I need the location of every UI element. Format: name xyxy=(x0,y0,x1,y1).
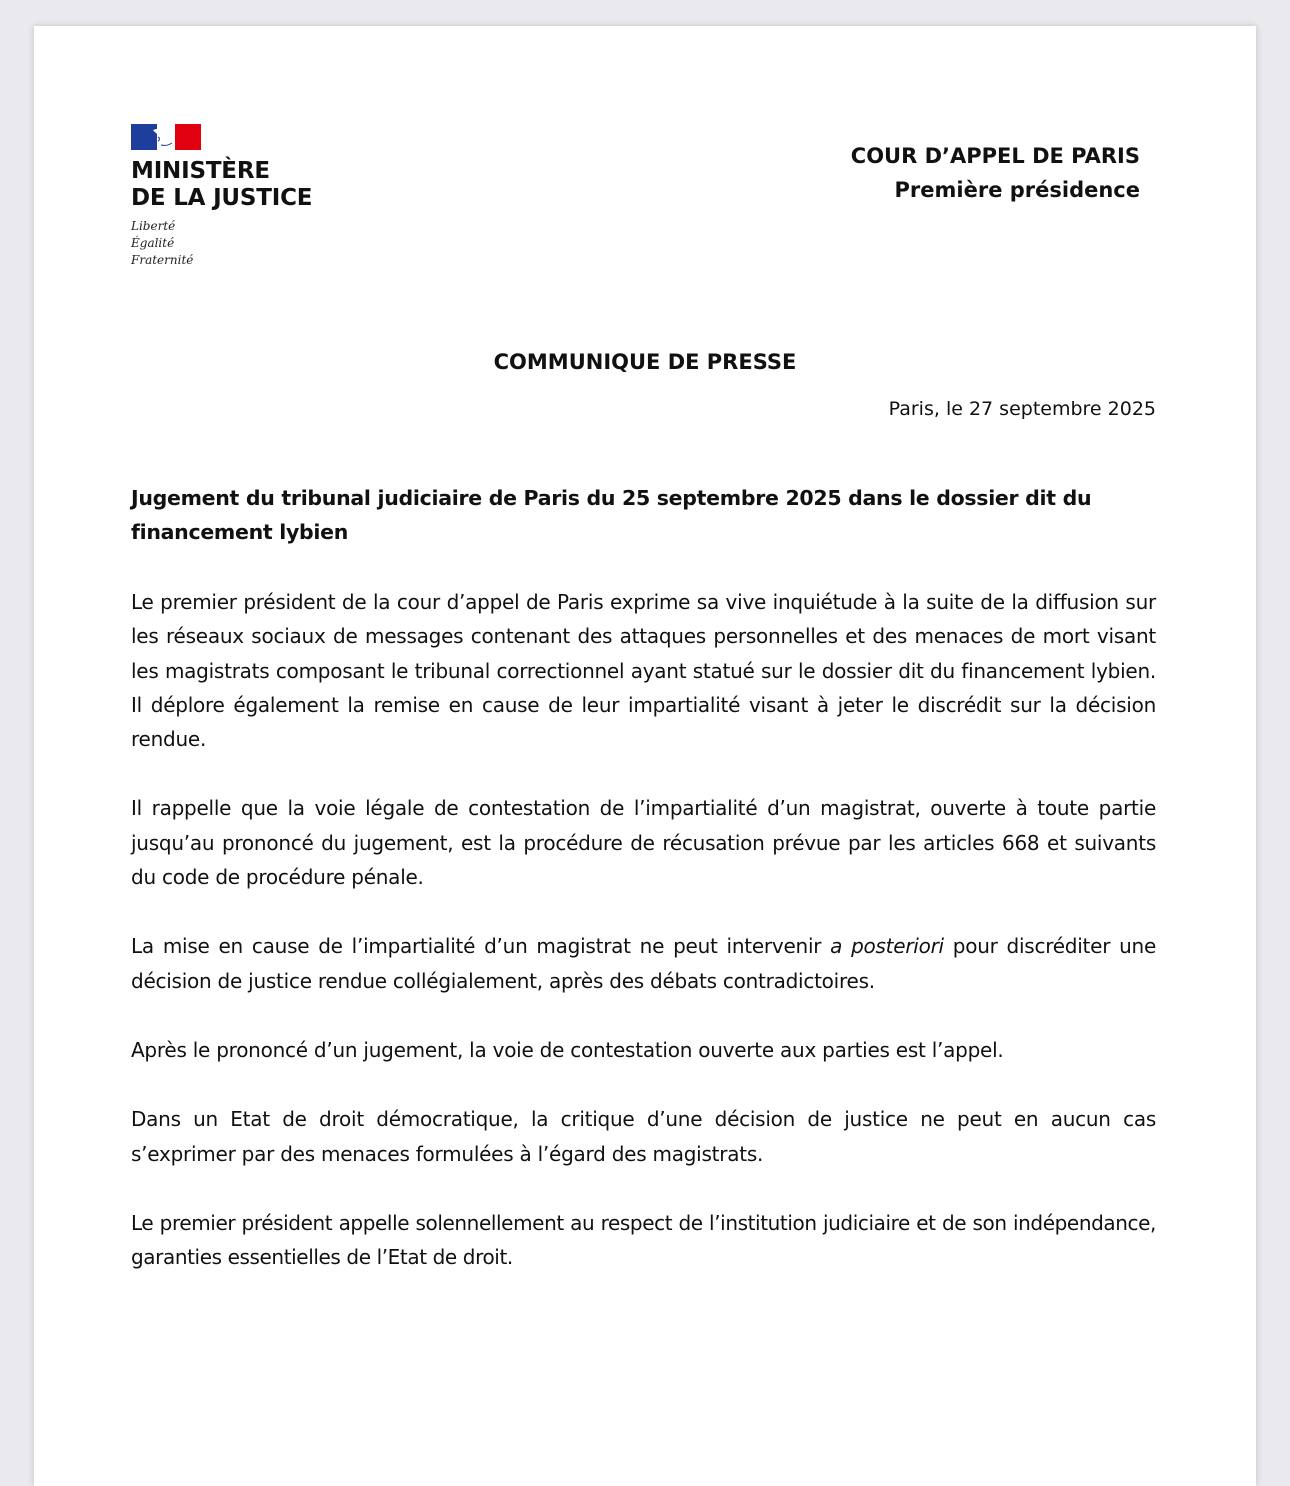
paragraph-5: Dans un Etat de droit démocratique, la critique d’une décision de justice ne peut en aucun cas s’exprimer par des menaces formulées à l’égard des magistrats. xyxy=(131,1107,1156,1166)
court-header xyxy=(851,139,1140,207)
paragraph-3-italic: a posteriori xyxy=(830,934,944,959)
document-page xyxy=(34,26,1256,1486)
ministry-name-line2: DE LA JUSTICE xyxy=(131,185,313,211)
ministry-name xyxy=(131,158,312,212)
paragraph-1: Le premier président de la cour d’appel de Paris exprime sa vive inquiétude à la suite de la diffusion sur les réseaux sociaux de messages contenant des attaques personnelles et des menaces de mort visant les magistrats composant le tribunal correctionnel ayant statué sur le dossier dit du financement lybien. Il déplore également la remise en cause de leur impartialité visant à jeter le discrédit sur la décision rendue. xyxy=(131,590,1156,752)
release-heading: Jugement du tribunal judiciaire de Paris du 25 septembre 2025 dans le dossier dit du financement lybien xyxy=(131,486,1092,544)
press-release-title: COMMUNIQUE DE PRESSE xyxy=(493,350,797,374)
paragraph-2: Il rappelle que la voie légale de contestation de l’impartialité d’un magistrat, ouverte à toute partie jusqu’au prononcé du jugement, est la procédure de récusation prévue par les articles 668 et suivants du code de procédure pénale. xyxy=(131,796,1156,890)
motto-liberte: Liberté xyxy=(131,219,176,233)
ministry-logo xyxy=(131,124,312,269)
marianne-flag-icon xyxy=(131,124,201,150)
motto-egalite: Égalité xyxy=(131,236,175,250)
paragraph-3-end: pour discréditer une décision de justice rendue collégialement, après des débats contradictoires. xyxy=(131,934,1157,993)
paragraph-3-start: La mise en cause de l’impartialité d’un magistrat ne peut intervenir xyxy=(131,934,831,959)
release-date: Paris, le 27 septembre 2025 xyxy=(888,398,1156,420)
court-subdivision: Première présidence xyxy=(894,178,1140,202)
motto-fraternite: Fraternité xyxy=(131,253,194,267)
court-name: COUR D’APPEL DE PARIS xyxy=(850,144,1140,168)
paragraph-6: Le premier président appelle solennellement au respect de l’institution judiciaire et de son indépendance, garanties essentielles de l’Etat de droit. xyxy=(131,1210,1156,1270)
republic-motto xyxy=(131,218,312,269)
paragraph-3 xyxy=(131,929,1156,998)
press-release-body xyxy=(131,481,1156,1309)
ministry-name-line1: MINISTÈRE xyxy=(131,158,270,184)
paragraph-4: Après le prononcé d’un jugement, la voie de contestation ouverte aux parties est l’appel. xyxy=(131,1037,1004,1062)
